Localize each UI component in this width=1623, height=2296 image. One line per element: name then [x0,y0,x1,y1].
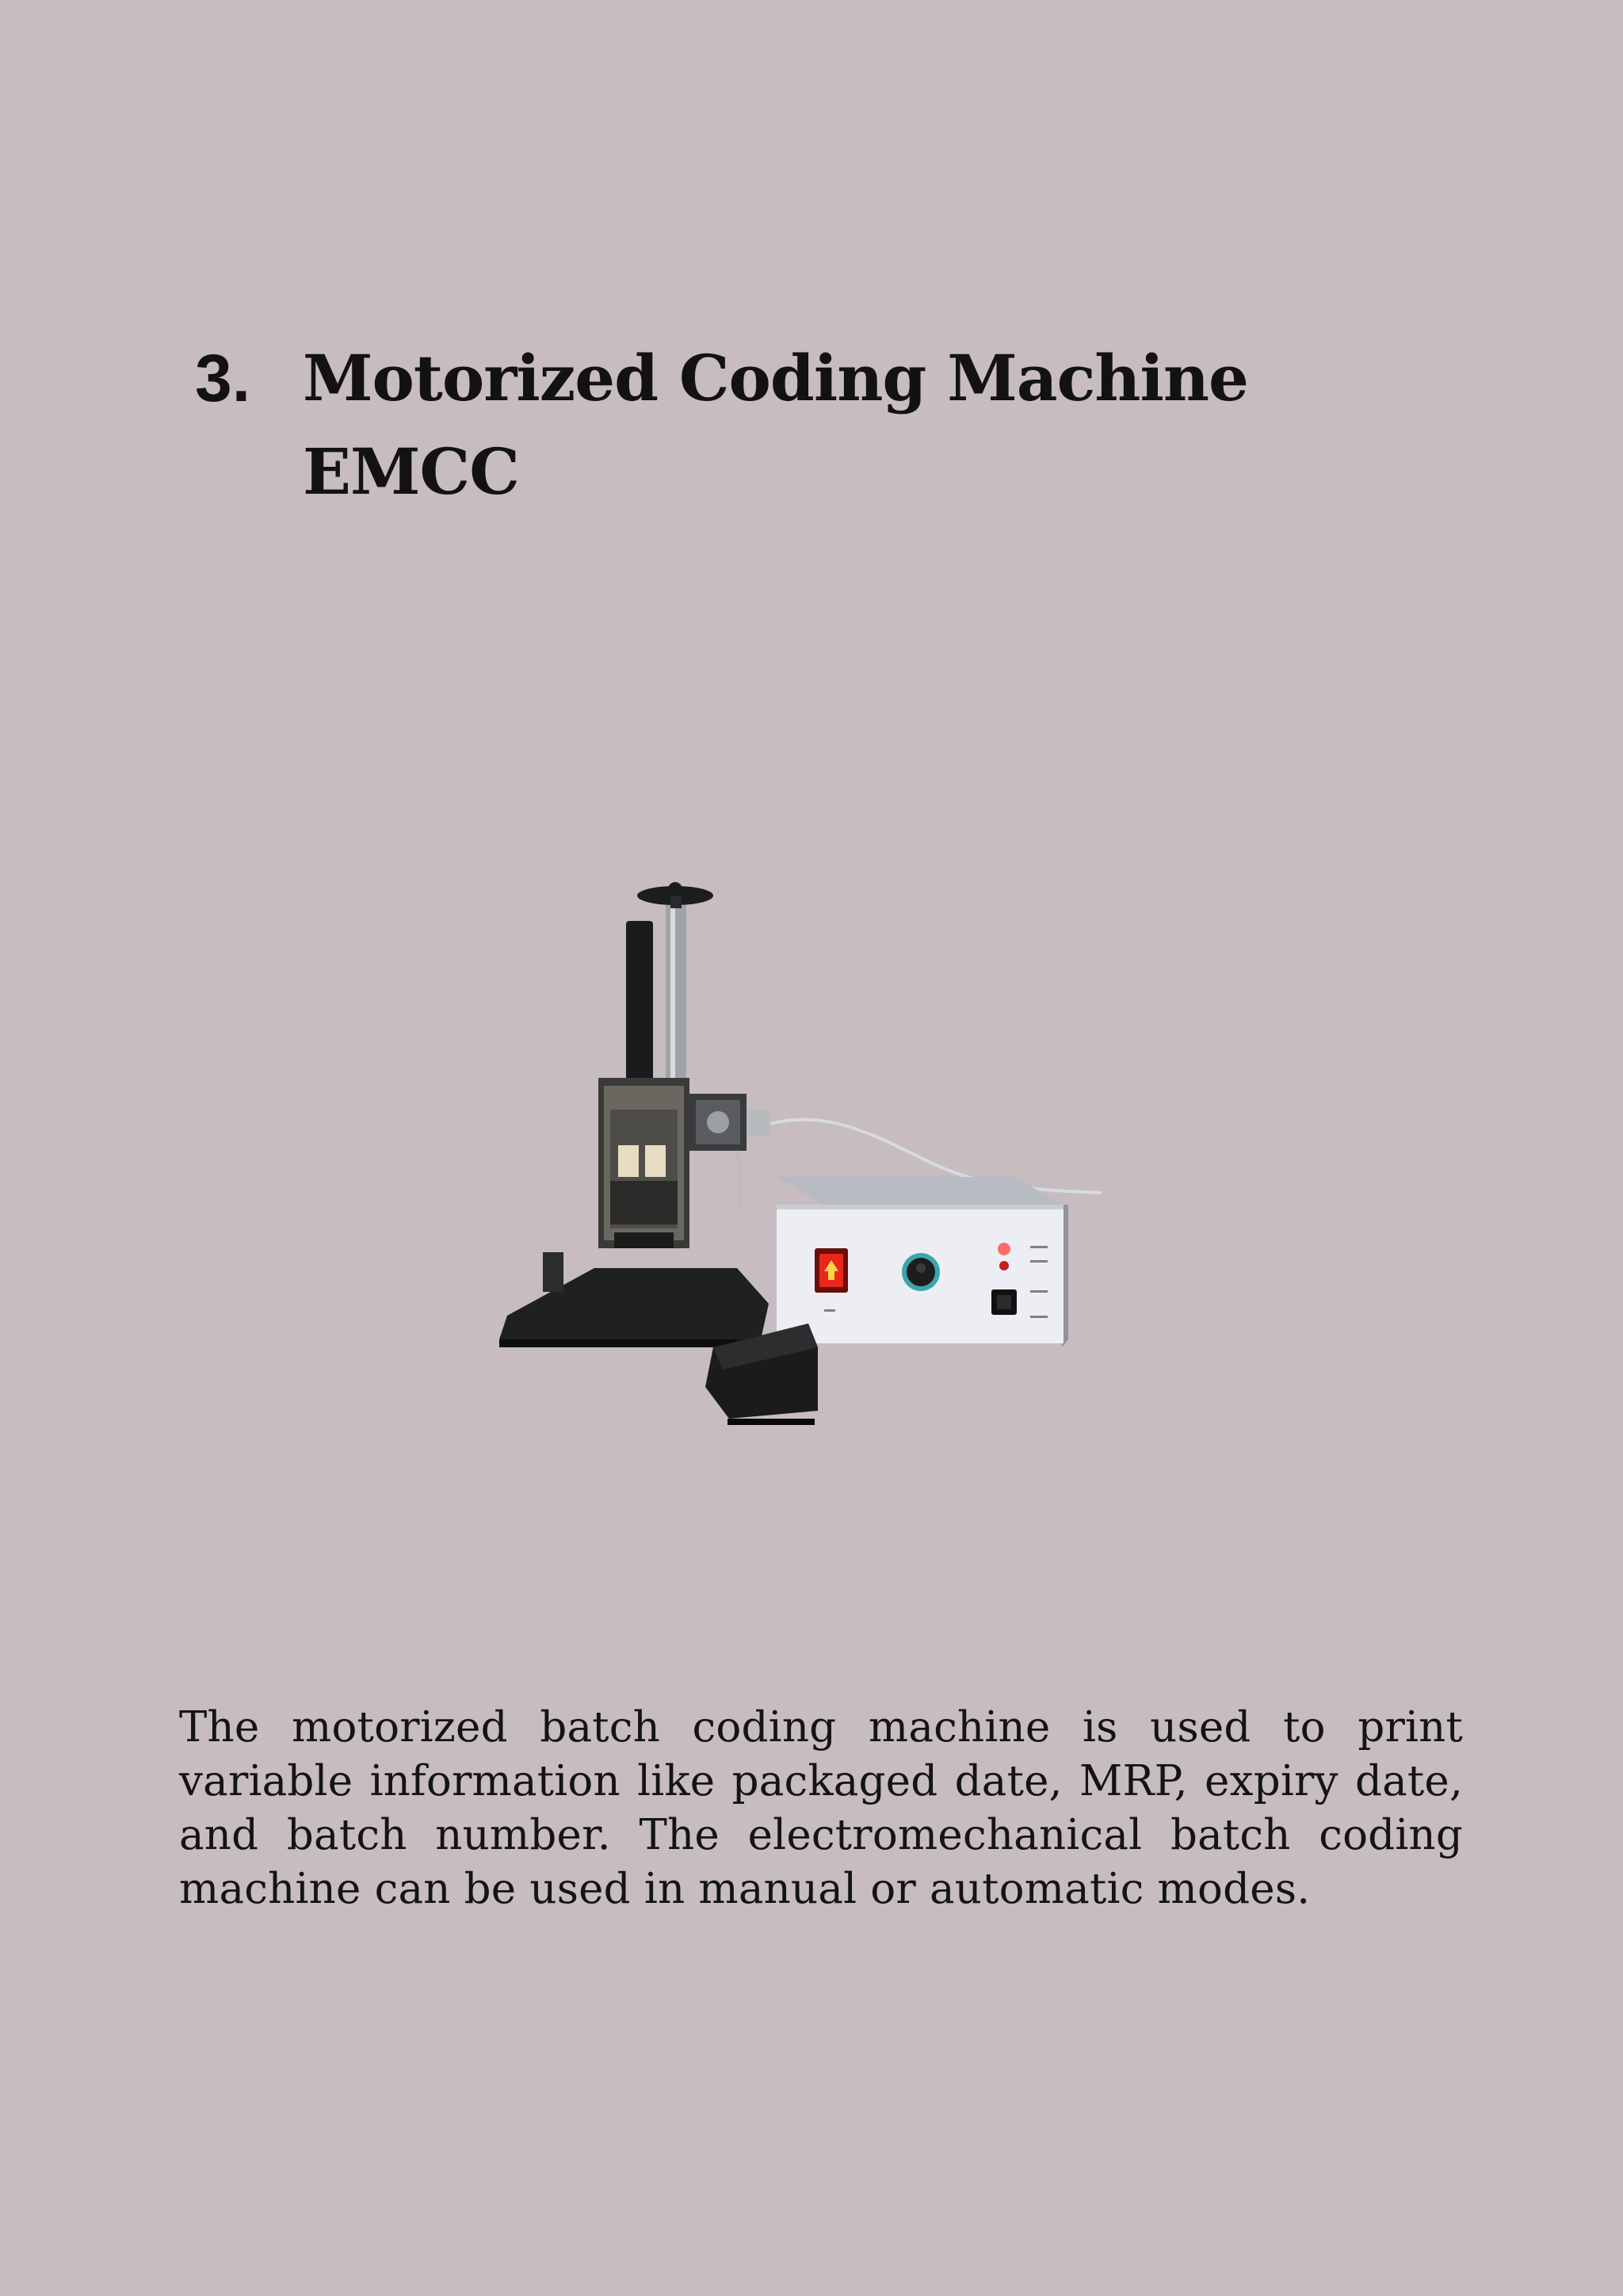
section-heading [195,331,1384,518]
indicator-lamp-icon [998,1243,1010,1255]
machine-base [499,1252,769,1347]
stepper-motor [689,1094,770,1151]
print-head [598,1078,689,1248]
product-description: The motorized batch coding machine is used to print variable information like packaged date, MRP, expiry date, and batch number. The electromechanical batch coding machine can be used in manual or automatic modes. [179,1703,1463,1913]
coding-machine-illustration [475,872,1125,1442]
section-number: 3. [195,341,251,415]
section-title: Motorized Coding Machine EMCC [303,341,1248,509]
product-image [475,872,1125,1442]
control-box [777,1177,1068,1347]
